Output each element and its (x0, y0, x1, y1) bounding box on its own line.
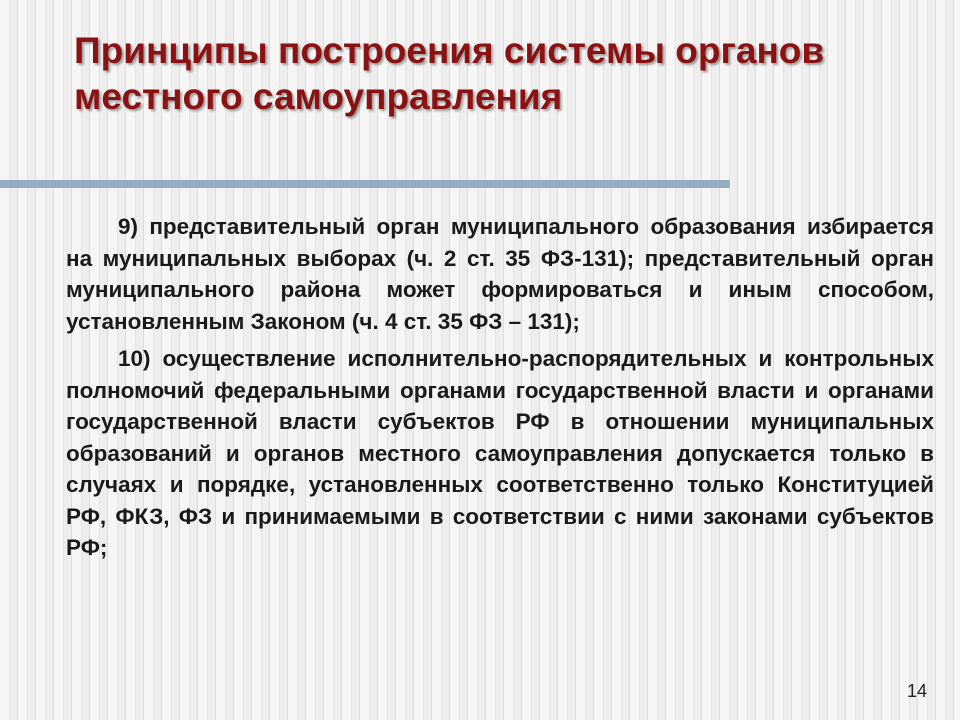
slide-body (66, 211, 934, 570)
slide-title: Принципы построения системы органов местного самоуправления (74, 30, 825, 117)
page-number: 14 (906, 681, 927, 701)
paragraph-10: 10) осуществление исполнительно-распорядительных и контрольных полномочий федеральными органами государственной власти и органами государственной власти субъектов РФ в отношении муниципальных образований и органов местного самоуправления допускается только в случаях и порядке, установленных соответственно только Конституцией РФ, ФКЗ, ФЗ и принимаемыми в соответствии с ними законами субъектов РФ; (66, 346, 934, 560)
paragraph-9: 9) представительный орган муниципального образования избирается на муниципальных выборах (ч. 2 ст. 35 ФЗ-131); представительный орган муниципального района может формироваться и иным способом, установленным Законом (ч. 4 ст. 35 ФЗ – 131); (66, 214, 934, 334)
title-divider (0, 180, 730, 188)
